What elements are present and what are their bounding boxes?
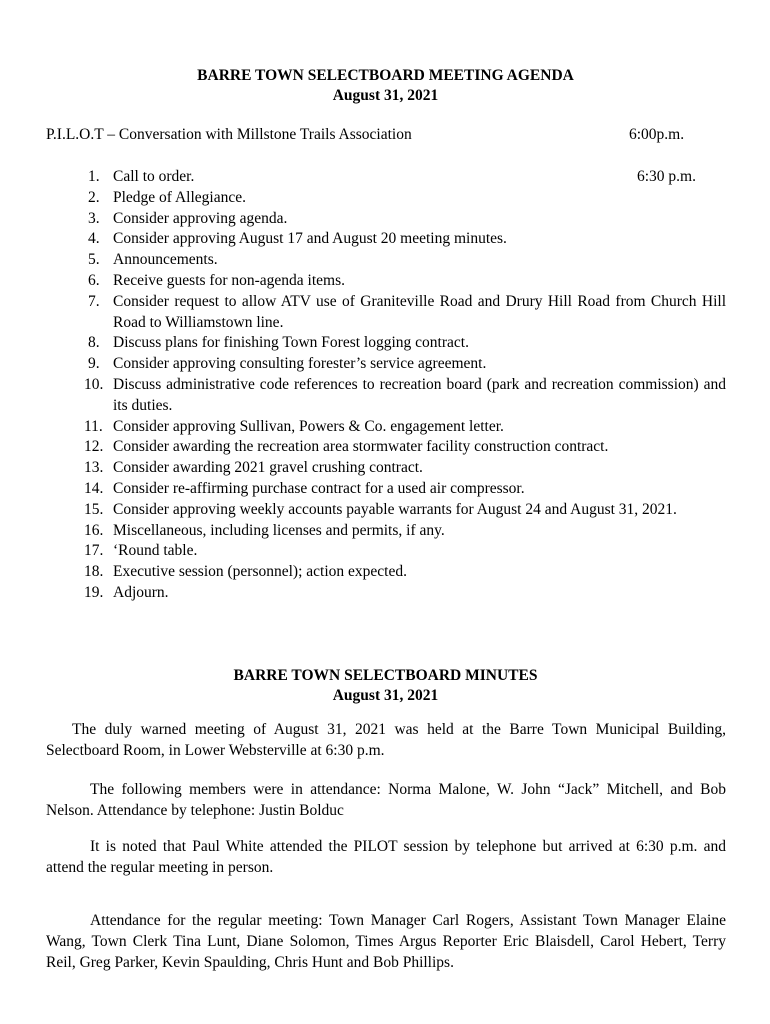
- agenda-item-number: 2.: [88, 188, 100, 206]
- agenda-item-text: Consider approving consulting forester’s service agreement.: [113, 355, 487, 373]
- agenda-item-number: 12.: [84, 438, 104, 456]
- agenda-item-text: Consider approving weekly accounts payable warrants for August 24 and August 31, 2021.: [113, 500, 677, 518]
- agenda-list: [84, 167, 726, 604]
- agenda-item-number: 13.: [84, 459, 104, 477]
- agenda-item-text: ‘Round table.: [113, 542, 198, 560]
- agenda-item: [88, 167, 726, 188]
- agenda-item: [88, 188, 726, 209]
- agenda-item: [88, 209, 726, 230]
- agenda-item-text: Adjourn.: [113, 583, 169, 601]
- minutes-paragraph: It is noted that Paul White attended the PILOT session by telephone but arrived at 6:30 p.m. and attend the regular meeting in person.: [46, 838, 726, 876]
- agenda-item-text: Consider request to allow ATV use of Graniteville Road and Drury Hill Road from Church Hill Road to Williamstown line.: [113, 292, 726, 331]
- agenda-item-number: 15.: [84, 500, 104, 518]
- agenda-item-text: Executive session (personnel); action expected.: [113, 563, 407, 581]
- agenda-item: [84, 562, 726, 583]
- agenda-item: [88, 292, 726, 334]
- pilot-text: P.I.L.O.T – Conversation with Millstone Trails Association: [46, 126, 412, 143]
- agenda-item-number: 11.: [84, 417, 103, 435]
- agenda-item-number: 3.: [88, 209, 100, 227]
- agenda-item: [84, 417, 726, 438]
- agenda-item: [88, 229, 726, 250]
- agenda-item: [84, 500, 726, 521]
- agenda-item-number: 19.: [84, 583, 104, 601]
- minutes-paragraph: Attendance for the regular meeting: Town Manager Carl Rogers, Assistant Town Manager Elaine Wang, Town Clerk Tina Lunt, Diane Solomon, Times Argus Reporter Eric Blaisdell, Carol Hebert, Terry Reil, Greg Parker, Kevin Spaulding, Chris Hunt and Bob Phillips.: [46, 912, 726, 971]
- pilot-time: 6:00p.m.: [629, 126, 685, 143]
- agenda-item-text: Announcements.: [113, 251, 218, 269]
- pilot-row: [46, 125, 726, 145]
- agenda-item: [88, 354, 726, 375]
- agenda-item-number: 6.: [88, 271, 100, 289]
- minutes-date: August 31, 2021: [332, 687, 439, 704]
- agenda-item: [84, 437, 726, 458]
- agenda-item-text: Consider approving agenda.: [113, 209, 288, 227]
- agenda-item-text: Consider awarding the recreation area stormwater facility construction contract.: [113, 438, 609, 456]
- agenda-item-number: 17.: [84, 542, 104, 560]
- agenda-item-text: Consider re-affirming purchase contract for a used air compressor.: [113, 479, 525, 497]
- agenda-item: [84, 375, 726, 417]
- agenda-item-text: Receive guests for non-agenda items.: [113, 271, 345, 289]
- agenda-item-number: 18.: [84, 563, 104, 581]
- agenda-item-number: 14.: [84, 479, 104, 497]
- agenda-item-text: Consider approving August 17 and August 20 meeting minutes.: [113, 230, 507, 248]
- agenda-item-number: 5.: [88, 251, 100, 269]
- agenda-item: [88, 271, 726, 292]
- agenda-item: [84, 583, 726, 604]
- agenda-heading: [46, 66, 725, 106]
- agenda-item-number: 8.: [88, 334, 100, 352]
- agenda-item-text: Consider awarding 2021 gravel crushing contract.: [113, 459, 423, 477]
- minutes-heading: [46, 666, 725, 706]
- agenda-item-text: Miscellaneous, including licenses and permits, if any.: [113, 521, 445, 539]
- agenda-item: [84, 479, 726, 500]
- agenda-item-number: 9.: [88, 355, 100, 373]
- agenda-item: [84, 521, 726, 542]
- agenda-item-number: 1.: [88, 168, 100, 185]
- agenda-title: BARRE TOWN SELECTBOARD MEETING AGENDA: [197, 67, 574, 84]
- agenda-item-number: 16.: [84, 521, 104, 539]
- agenda-item-text: Discuss administrative code references to recreation board (park and recreation commission) and its duties.: [113, 375, 726, 414]
- agenda-item-text: Pledge of Allegiance.: [113, 188, 246, 206]
- minutes-paragraph: The following members were in attendance: Norma Malone, W. John “Jack” Mitchell, and Bob Nelson. Attendance by telephone: Justin Bolduc: [46, 781, 726, 819]
- agenda-item: [84, 458, 726, 479]
- agenda-item-text: Call to order.: [113, 168, 195, 185]
- agenda-item-text: Discuss plans for finishing Town Forest logging contract.: [113, 334, 469, 352]
- agenda-item: [88, 333, 726, 354]
- agenda-item-number: 4.: [88, 230, 100, 248]
- agenda-item-number: 7.: [88, 292, 100, 310]
- agenda-item-text: Consider approving Sullivan, Powers & Co. engagement letter.: [113, 417, 504, 435]
- agenda-item: [84, 541, 726, 562]
- minutes-paragraph: The duly warned meeting of August 31, 2021 was held at the Barre Town Municipal Building, Selectboard Room, in Lower Websterville at 6:30 p.m.: [46, 721, 726, 759]
- agenda-date: August 31, 2021: [332, 87, 439, 104]
- agenda-item-number: 10.: [84, 375, 104, 393]
- agenda-item-time: 6:30 p.m.: [637, 168, 696, 185]
- minutes-title: BARRE TOWN SELECTBOARD MINUTES: [233, 667, 538, 684]
- agenda-item: [88, 250, 726, 271]
